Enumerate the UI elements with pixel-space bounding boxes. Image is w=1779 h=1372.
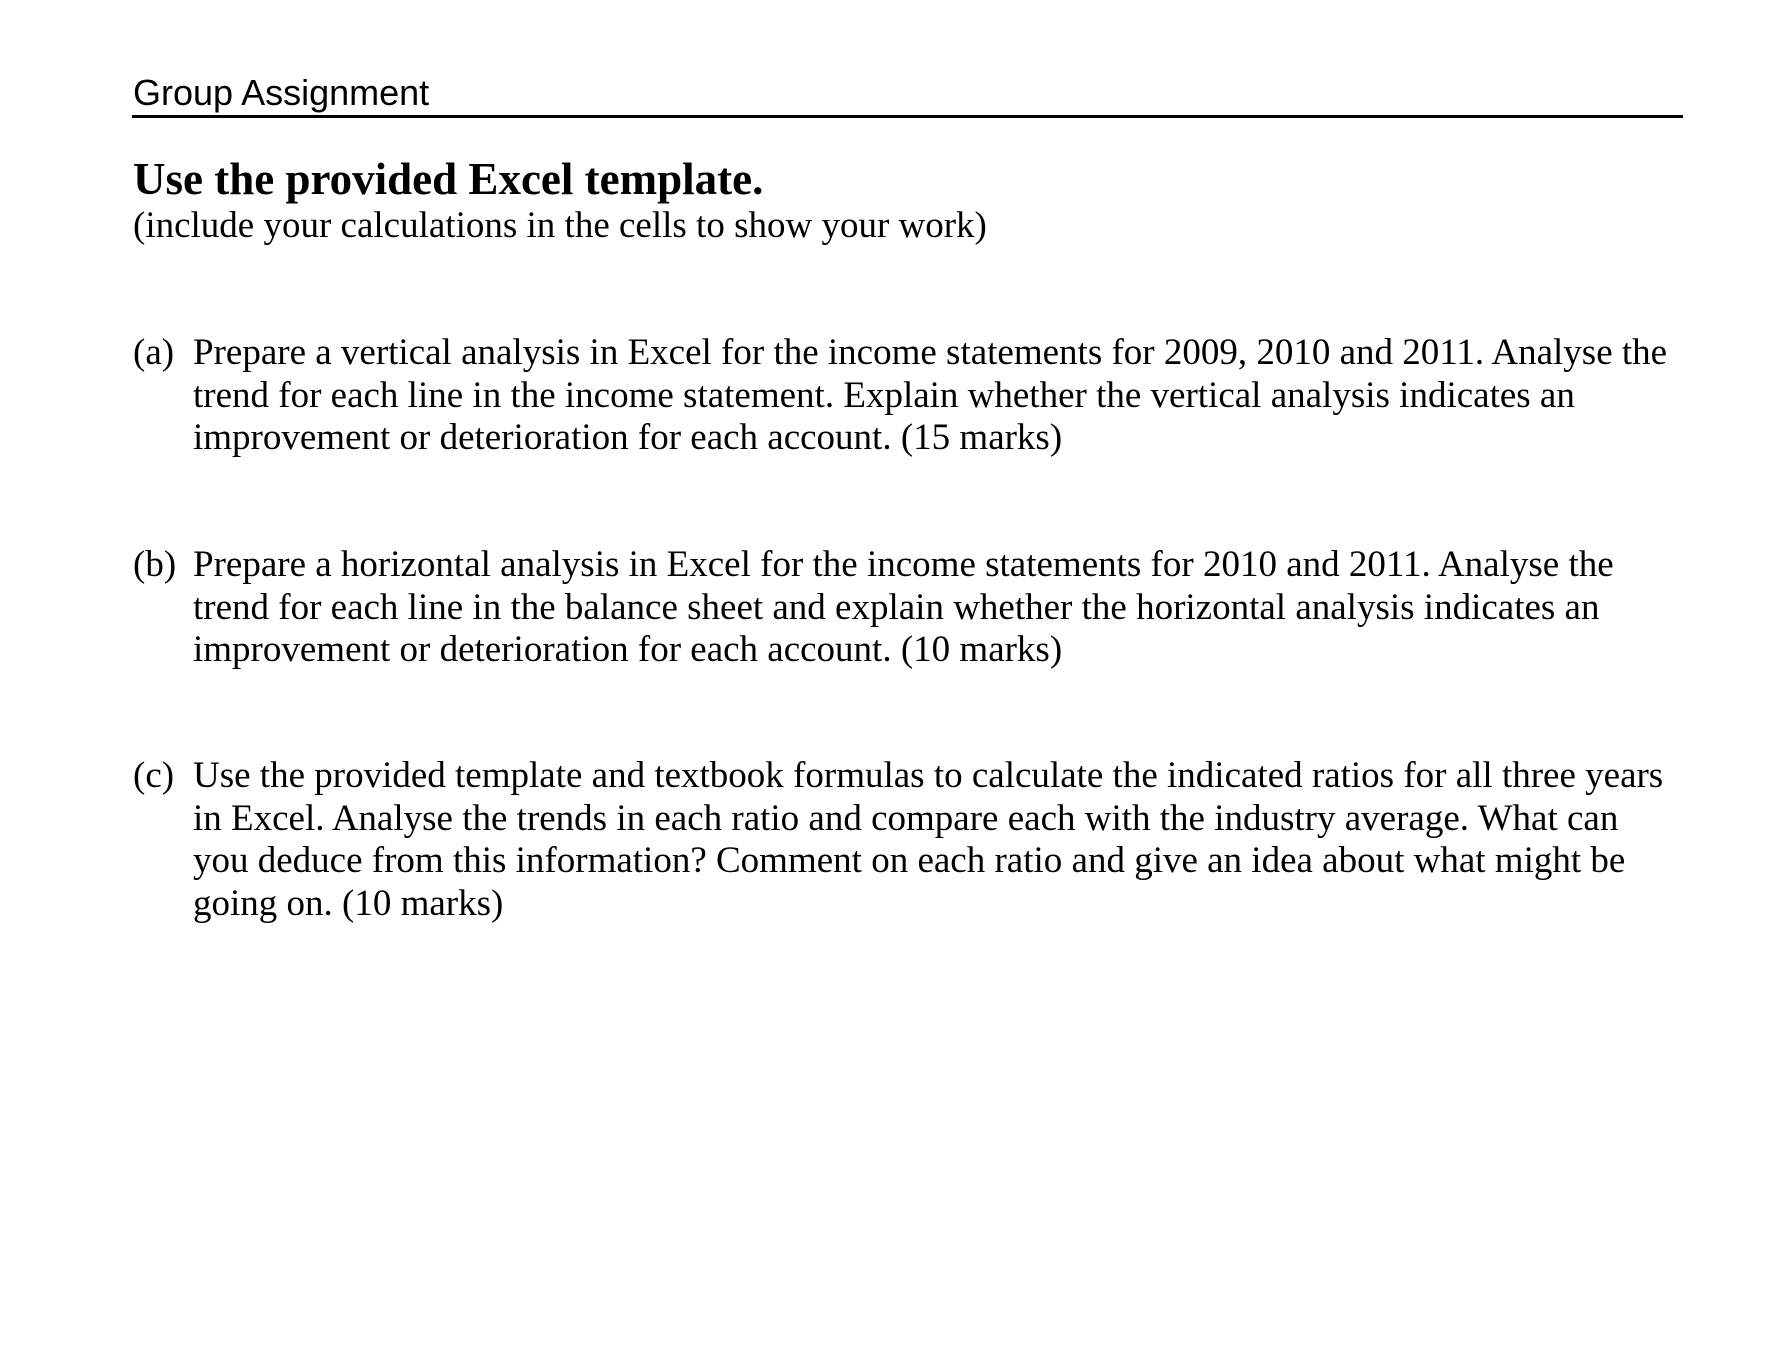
question-b-marker: (b) <box>133 544 177 585</box>
header-title: Group Assignment <box>133 72 430 113</box>
question-b-text: Prepare a horizontal analysis in Excel for the income statements for 2010 and 2011. Analyse the trend for each line in the balance sheet and explain whether the horizontal analysis indicates an improvement or deterioration for each account. (10 marks) <box>193 544 1614 670</box>
main-heading: Use the provided Excel template. <box>133 154 764 204</box>
subheading: (include your calculations in the cells to show your work) <box>133 205 987 246</box>
question-a-marker: (a) <box>133 332 175 373</box>
question-c-text: Use the provided template and textbook formulas to calculate the indicated ratios for all three years in Excel. Analyse the trends in each ratio and compare each with the industry average. What can you deduce from this information? Comment on each ratio and give an idea about what might be going on. (10 marks) <box>193 755 1664 924</box>
question-a-text: Prepare a vertical analysis in Excel for the income statements for 2009, 2010 and 2011. Analyse the trend for each line in the income statement. Explain whether the vertical analysis indicates an improvement or deterioration for each account. (15 marks) <box>193 332 1668 458</box>
header-divider <box>132 115 1683 118</box>
question-c-marker: (c) <box>133 755 175 796</box>
